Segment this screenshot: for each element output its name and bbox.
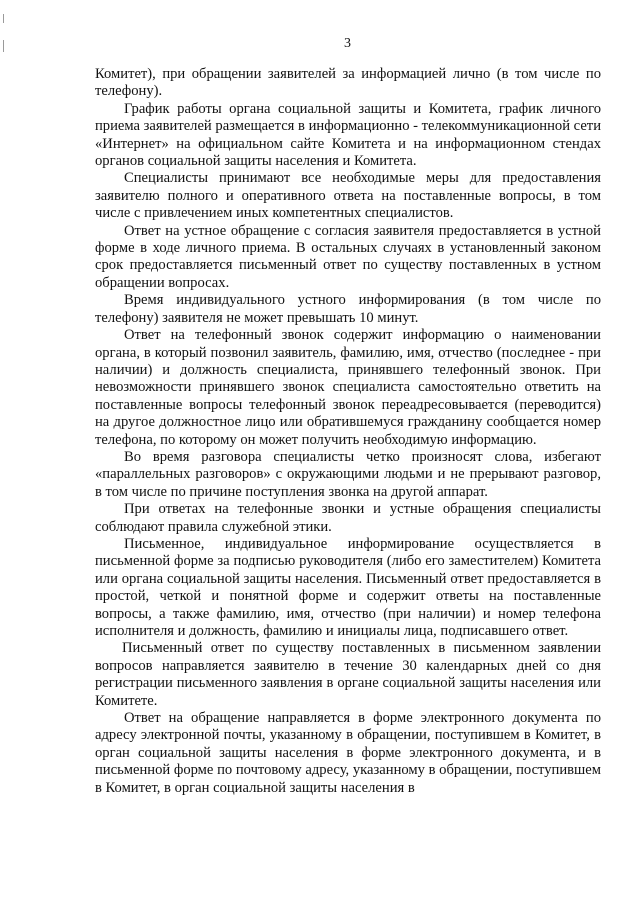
paragraph-ethics: При ответах на телефонные звонки и устные обращения специалисты соблюдают правила служебной этики.: [95, 501, 601, 535]
paragraph-schedule: График работы органа социальной защиты и Комитета, график личного приема заявителей размещается в информационно - телекоммуникационной сети «Интернет» на официальном сайте Комитета и на информационном стендах органов социальной защиты населения и Комитета.: [95, 100, 601, 170]
paragraph-written-informing: Письменное, индивидуальное информирование осуществляется в письменной форме за подписью руководителя (либо его заместителем) Комитета или органа социальной защиты населения. Письменный ответ предоставляется в простой, четкой и понятной форме и содержит ответы на поставленные вопросы, а также фамилию, имя, отчество (при наличии) и номер телефона исполнителя и должность, фамилию и инициалы лица, подписавшего ответ.: [95, 535, 601, 639]
paragraph-phone-answer: Ответ на телефонный звонок содержит информацию о наименовании органа, в который позвонил заявитель, фамилию, имя, отчество (последнее - при наличии) и должность специалиста, принявшего телефонный звонок. При невозможности принявшего звонок специалиста самостоятельно ответить на поставленные вопросы телефонный звонок переадресовывается (переводится) на другое должностное лицо или обратившемуся гражданину сообщается номер телефона, по которому он может получить необходимую информацию.: [95, 327, 601, 448]
paragraph-conversation-rules: Во время разговора специалисты четко произносят слова, избегают «параллельных разговоров» с окружающими людьми и не прерывают разговор, в том числе по причине поступления звонка на другой аппарат.: [95, 448, 601, 500]
paragraph-written-deadline: Письменный ответ по существу поставленных в письменном заявлении вопросов направляется заявителю в течение 30 календарных дней со дня регистрации письменного заявления в органе социальной защиты населения или Комитете.: [95, 640, 601, 709]
paragraph-continuation: Комитет), при обращении заявителей за информацией лично (в том числе по телефону).: [95, 66, 601, 100]
page-number: 3: [344, 36, 351, 51]
paragraph-specialists-measures: Специалисты принимают все необходимые меры для предоставления заявителю полного и оперативного ответа на поставленные вопросы, в том числе с привлечением иных компетентных специалистов.: [95, 170, 601, 222]
document-body: [95, 66, 601, 797]
paragraph-electronic-answer: Ответ на обращение направляется в форме электронного документа по адресу электронной почты, указанному в обращении, поступившем в Комитет, в орган социальной защиты населения в форме электронного документа, и в письменной форме по почтовому адресу, указанному в обращении, поступившем в Комитет, в орган социальной защиты населения в: [95, 710, 601, 796]
paragraph-oral-time-limit: Время индивидуального устного информирования (в том числе по телефону) заявителя не может превышать 10 минут.: [95, 292, 601, 326]
paragraph-oral-answer: Ответ на устное обращение с согласия заявителя предоставляется в устной форме в ходе личного приема. В остальных случаях в установленный законом срок предоставляется письменный ответ по существу поставленных в устном обращении вопросах.: [95, 222, 601, 291]
scan-edge-mark: [3, 14, 4, 23]
